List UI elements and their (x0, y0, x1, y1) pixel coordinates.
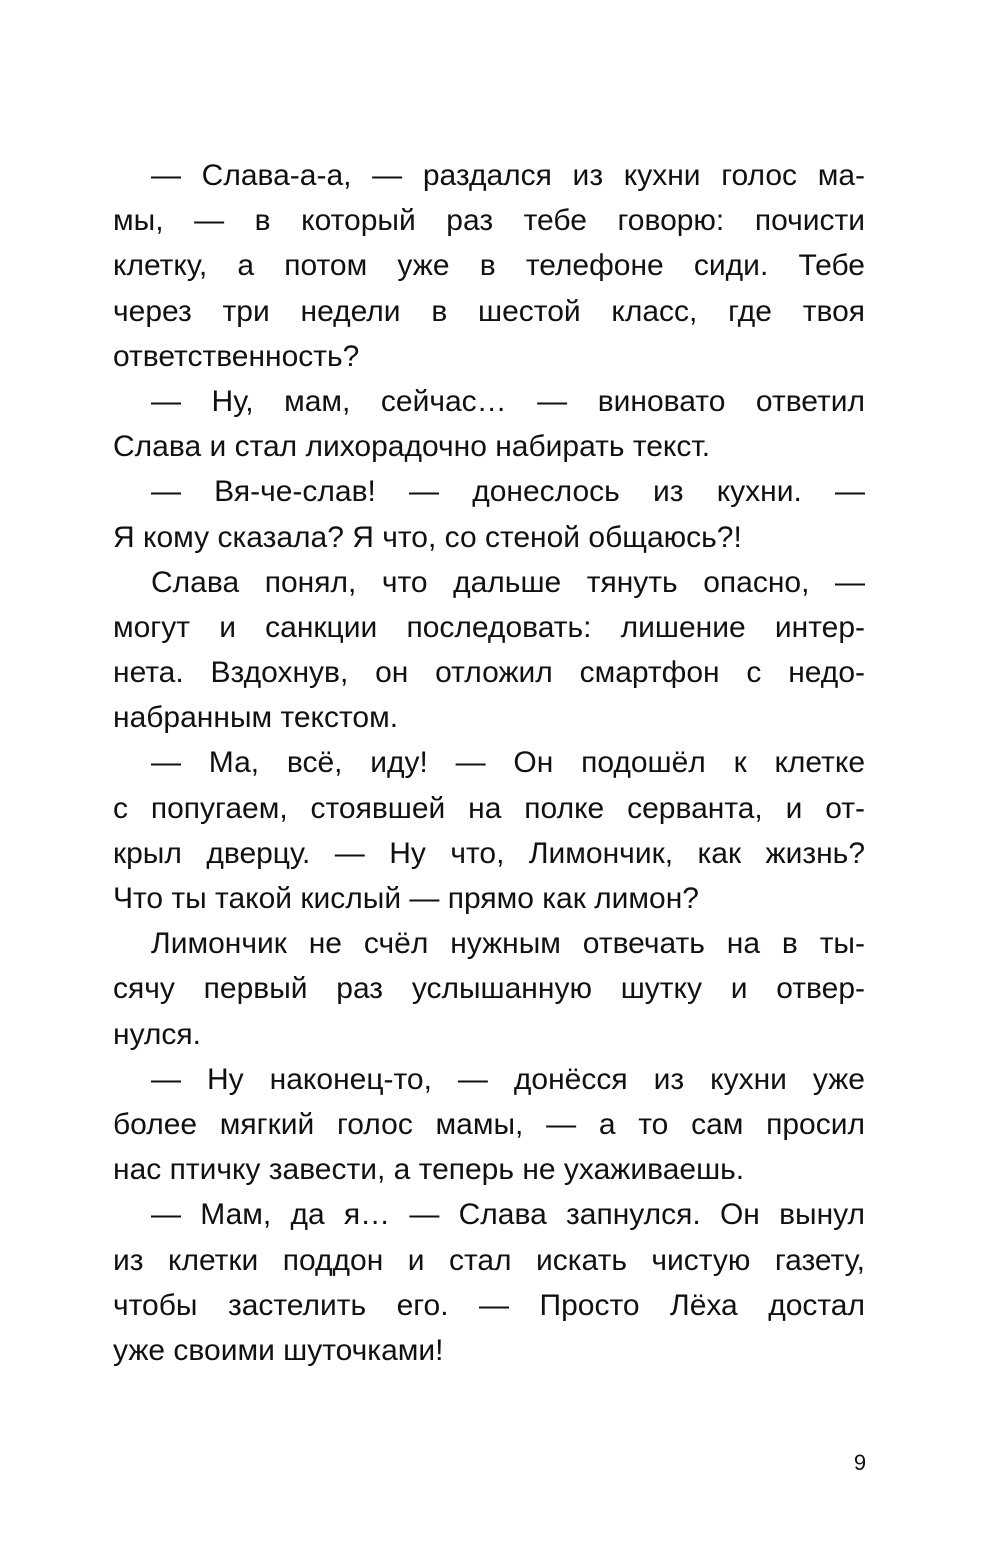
text-line: Лимончик не счёл нужным отвечать на в ты- (151, 927, 865, 961)
text-line: набранным текстом. (113, 701, 399, 735)
text-line: Слава понял, что дальше тянуть опасно, — (151, 565, 865, 599)
text-line: сячу первый раз услышанную шутку и отвер- (113, 972, 865, 1006)
text-line: нас птичку завести, а теперь не ухаживаешь. (113, 1153, 745, 1187)
text-line: через три недели в шестой класс, где твоя (113, 294, 865, 328)
text-line: чтобы застелить его. — Просто Лёха достал (113, 1288, 865, 1322)
text-line: нета. Вздохнув, он отложил смартфон с недо- (113, 656, 865, 690)
text-line: из клетки поддон и стал искать чистую газету, (113, 1243, 865, 1277)
text-line: — Ну, мам, сейчас… — виновато ответил (151, 384, 865, 418)
text-line: клетку, а потом уже в телефоне сиди. Тебе (113, 249, 865, 283)
text-line: Что ты такой кислый — прямо как лимон? (113, 882, 699, 915)
text-line: ответственность? (113, 339, 360, 373)
text-line: более мягкий голос мамы, — а то сам просил (113, 1107, 865, 1141)
text-line: Слава и стал лихорадочно набирать текст. (113, 430, 711, 464)
text-line: — Ну наконец-то, — донёсся из кухни уже (151, 1062, 865, 1096)
text-line: крыл дверцу. — Ну что, Лимончик, как жизнь? (113, 836, 865, 870)
text-line: — Ма, всё, иду! — Он подошёл к клетке (151, 746, 865, 780)
body-text (113, 153, 865, 1373)
text-line: могут и санкции последовать: лишение интер- (113, 610, 865, 644)
text-line: с попугаем, стоявшей на полке серванта, и от- (113, 791, 865, 825)
text-line: уже своими шуточками! (113, 1333, 444, 1367)
text-line: — Вя-че-слав! — донеслось из кухни. — (151, 475, 865, 509)
text-line: нулся. (113, 1017, 201, 1051)
page-number: 9 (853, 1450, 867, 1475)
text-line: — Мам, да я… — Слава запнулся. Он вынул (151, 1198, 865, 1232)
text-line: мы, — в который раз тебе говорю: почисти (113, 204, 865, 238)
text-line: Я кому сказала? Я что, со стеной общаюсь?! (113, 520, 742, 554)
text-line: — Слава-а-а, — раздался из кухни голос ма- (151, 159, 865, 192)
